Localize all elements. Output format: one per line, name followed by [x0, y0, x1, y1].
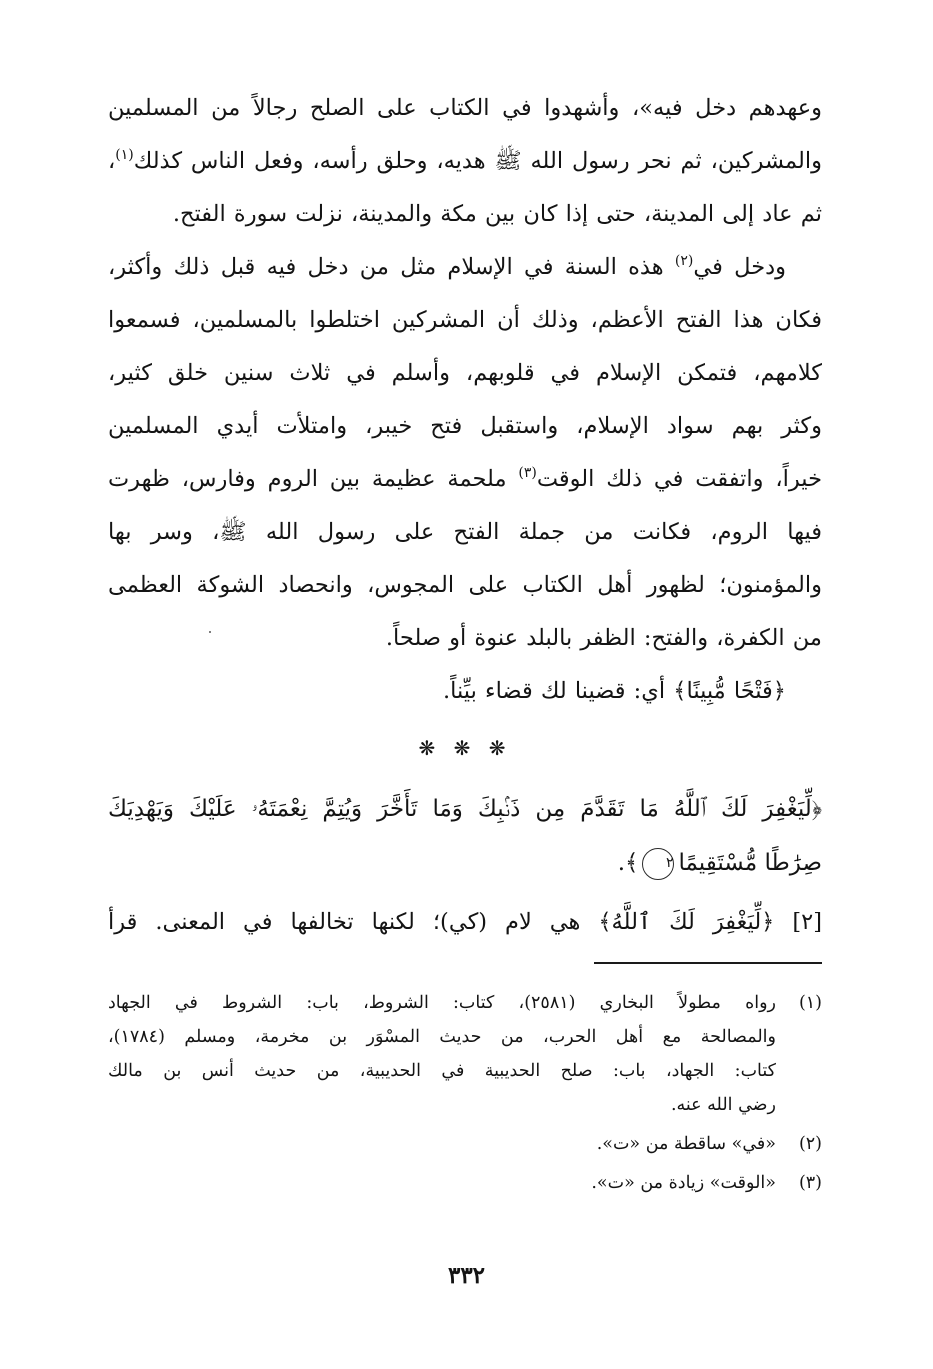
text-line: وعهدهم دخل فيه»، وأشهدوا في الكتاب على الصلح رجالاً من المسلمين	[108, 95, 822, 121]
footnote-text	[108, 986, 776, 1122]
section-divider-asterisks: ❋ ❋ ❋	[418, 736, 512, 760]
verse-line: ﴿لِّيَغْفِرَ لَكَ ٱللَّهُ مَا تَقَدَّمَ مِن ذَنۢبِكَ وَمَا تَأَخَّرَ وَيُتِمَّ نِعْمَتَهُۥ عَلَيْكَ وَيَهْدِيَكَ	[108, 796, 822, 822]
footnote-text	[108, 1166, 776, 1200]
footnote-line: رواه مطولاً البخاري (٢٥٨١)، كتاب: الشروط، باب: الشروط في الجهاد	[108, 993, 776, 1013]
text-line: والمؤمنون؛ لظهور أهل الكتاب على المجوس، وانحصاد الشوكة العظمى	[108, 572, 822, 598]
footnote-item	[108, 1127, 822, 1161]
footnote-number: (١)	[798, 993, 822, 1013]
footnotes	[108, 986, 822, 1205]
verse-line: صِرَٰطًا مُّسْتَقِيمًا٢﴾.	[108, 836, 822, 890]
verse-number-ornament: ٢	[642, 848, 674, 880]
text-line: من الكفرة، والفتح: الظفر بالبلد عنوة أو صلحاً.	[385, 625, 822, 651]
footnote-line: «في» ساقطة من «ت».	[596, 1134, 776, 1154]
footnote-line: والمصالحة مع أهل الحرب، من حديث المسْوَر بن مخرمة، ومسلم (١٧٨٤)،	[108, 1027, 776, 1047]
footnote-number: (٢)	[798, 1134, 822, 1154]
commentary-verse-2	[108, 896, 822, 949]
text-line: فيها الروم، فكانت من جملة الفتح على رسول الله ﷺ، وسر بها	[108, 519, 822, 545]
footnote-line: رضي الله عنه.	[670, 1095, 776, 1115]
footnote-number: (٣)	[798, 1173, 822, 1193]
print-speck	[209, 631, 211, 633]
page-number: ٣٣٢	[447, 1262, 486, 1289]
text-line: ﴿فَتْحًا مُّبِينًا﴾ أي: قضينا لك قضاء بيِّناً.	[443, 678, 786, 704]
footnote-separator	[594, 962, 822, 964]
text-line: والمشركين، ثم نحر رسول الله ﷺ هديه، وحلق رأسه، وفعل الناس كذلك$^{(١)}$،	[108, 147, 822, 174]
footnote-marker[interactable]: (٣)	[518, 465, 537, 481]
text-line: ودخل في$^{(٢)}$ هذه السنة في الإسلام مثل من دخل فيه قبل ذلك وأكثر،	[108, 253, 786, 280]
text-line: فكان هذا الفتح الأعظم، وذلك أن المشركين اختلطوا بالمسلمين، فسمعوا	[108, 307, 822, 333]
quran-verse	[108, 782, 822, 890]
footnote-line: «الوقت» زيادة من «ت».	[591, 1173, 776, 1193]
text-line: [٢] ﴿لِّيَغْفِرَ لَكَ ٱللَّهُ﴾ هي لام (كي)؛ لكنها تخالفها في المعنى. قرأ	[108, 909, 822, 935]
text-line: خيراً، واتفقت في ذلك الوقت$^{(٣)}$ ملحمة عظيمة بين الروم وفارس، ظهرت	[108, 465, 822, 492]
text-line: وكثر بهم سواد الإسلام، واستقبل فتح خيبر، وامتلأت أيدي المسلمين	[108, 413, 822, 439]
text-line: كلامهم، فتمكن الإسلام في قلوبهم، وأسلم في ثلاث سنين خلق كثير،	[108, 360, 822, 386]
paragraph-fathan-mubina	[108, 665, 822, 718]
footnote-marker[interactable]: (٢)	[674, 253, 694, 269]
text-line: ثم عاد إلى المدينة، حتى إذا كان بين مكة والمدينة، نزلت سورة الفتح.	[172, 201, 822, 227]
footnote-item	[108, 986, 822, 1122]
footnote-text	[108, 1127, 776, 1161]
footnote-item	[108, 1166, 822, 1200]
footnote-marker[interactable]: (١)	[115, 147, 134, 163]
paragraph-conquest	[108, 241, 822, 665]
footnote-line: كتاب: الجهاد، باب: صلح الحديبية في الحديبية، من حديث أنس بن مالك	[108, 1061, 776, 1081]
paragraph-hudaybiyyah	[108, 82, 822, 241]
page-body	[108, 82, 822, 1193]
